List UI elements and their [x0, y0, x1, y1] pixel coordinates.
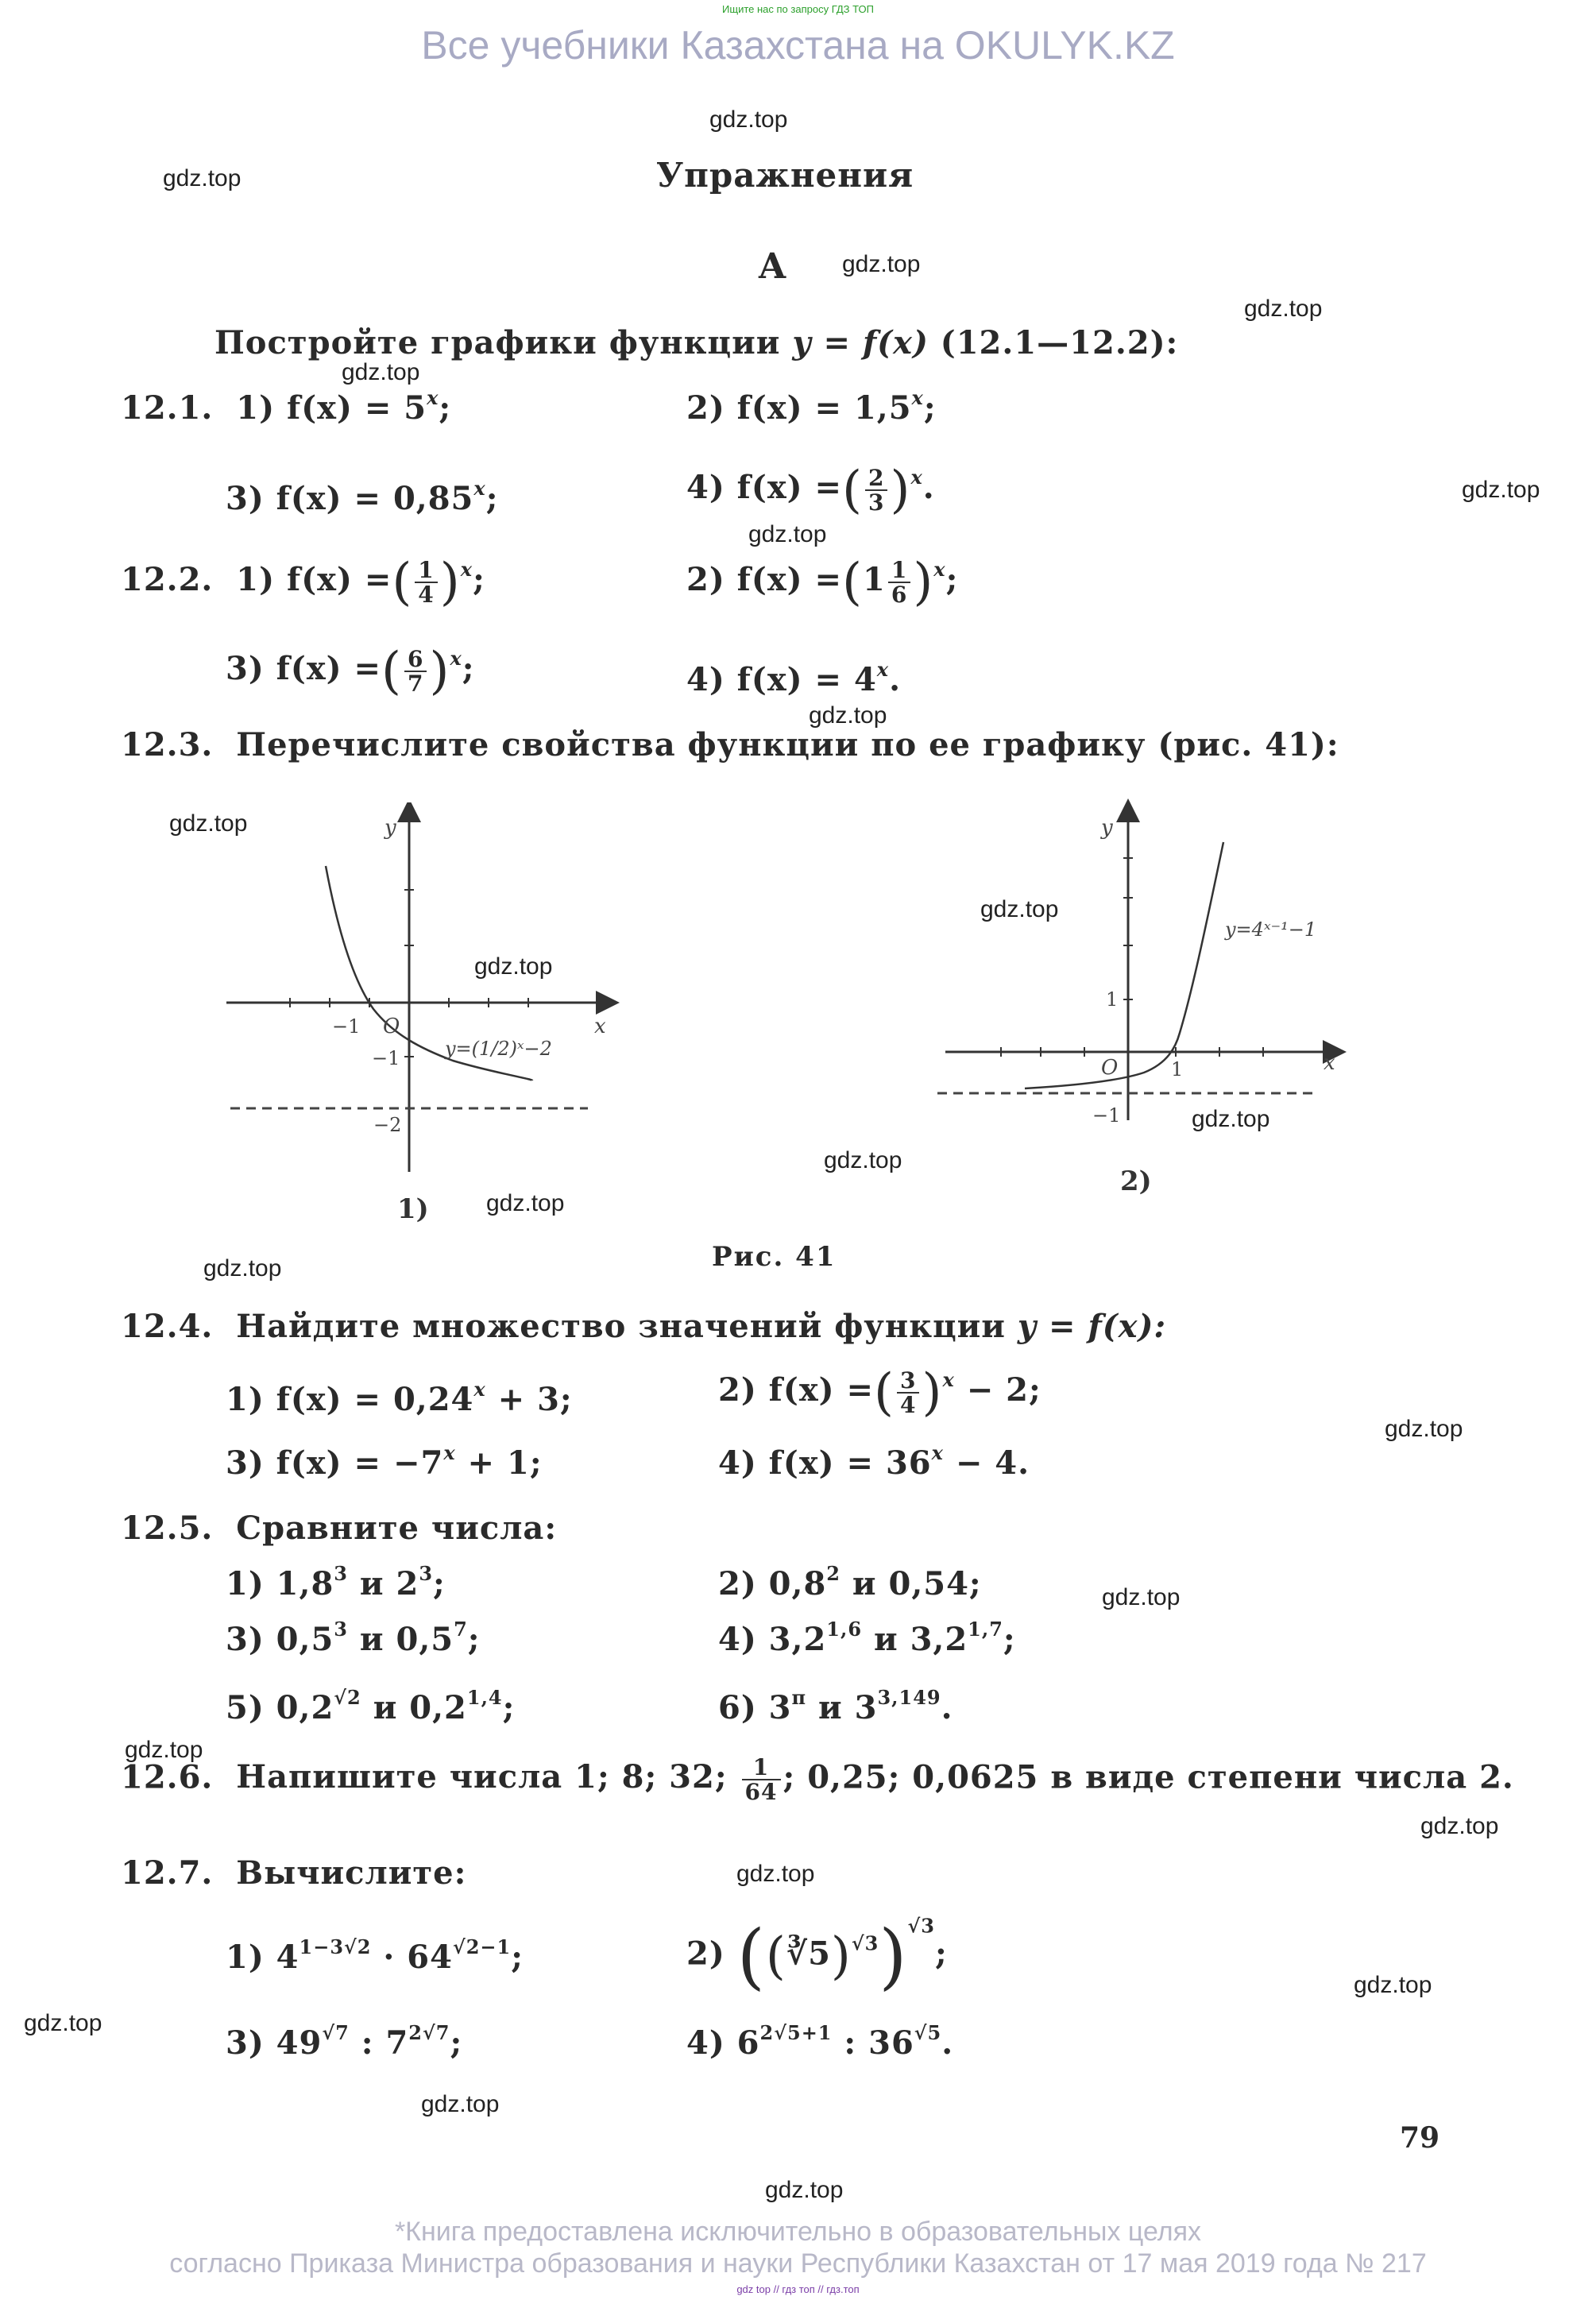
tick-label: −2 — [373, 1114, 402, 1136]
exercise-12-5: 12.5. Сравните числа: — [121, 1510, 558, 1547]
watermark: gdz.top — [203, 1255, 282, 1282]
origin-label: O — [383, 1015, 400, 1038]
watermark: gdz.top — [486, 1190, 565, 1216]
exercise-12-5-item6: 6) $3^\pi$ и 3$^{3,149}$. — [718, 1686, 953, 1726]
exercise-12-1-item2: 2) $f(x) = 1,5^x$; — [686, 386, 937, 427]
watermark: gdz.top — [24, 2010, 102, 2036]
exercise-12-7: 12.7. Вычислите: — [121, 1854, 467, 1892]
tick-label: −1 — [372, 1047, 400, 1069]
watermark: gdz.top — [1354, 1972, 1432, 1998]
exercise-12-7-item1: 1) $4^{1-3√2} \cdot 64^{√2-1}$; — [226, 1935, 524, 1976]
figure-41-graph-2 — [937, 794, 1366, 1208]
watermark: gdz.top — [421, 2091, 500, 2117]
watermark: gdz.top — [1192, 1106, 1270, 1132]
exercise-number: 12.1. — [121, 389, 214, 427]
watermark: gdz.top — [842, 251, 921, 277]
exercise-12-2-row1: 12.2. 1) f(x) =( $\frac{1}{4}$ )$^x$; — [121, 553, 485, 612]
exercise-12-6: 12.6. Напишите числа 1; 8; 32; $\frac{1}{64}$ ; 0,25; 0,0625 в виде степени числа 2. — [121, 1754, 1514, 1806]
exercise-12-5-item3: 3) $0,5^3$ и $0,5^7$; — [226, 1618, 481, 1658]
exercise-12-5-item2: 2) $0,8^2$ и 0,54; — [718, 1562, 982, 1602]
watermark: gdz.top — [765, 2177, 844, 2203]
exercise-number: 12.7. — [121, 1854, 214, 1892]
exercise-12-4-item4: 4) $f(x) = 36^x - 4$. — [718, 1441, 1030, 1482]
page-number: 79 — [1400, 2121, 1440, 2155]
exercise-12-3: 12.3. Перечислите свойства функции по ее графику (рис. 41): — [121, 726, 1339, 763]
exercise-number: 12.3. — [121, 726, 214, 763]
watermark: gdz.top — [748, 521, 827, 547]
footer-line-2: согласно Приказа Министра образования и науки Республики Казахстан от 17 мая 2019 года № 217 — [169, 2248, 1427, 2279]
watermark: gdz.top — [824, 1147, 902, 1173]
footer-small-links[interactable]: gdz top // гдз топ // гдз.топ — [736, 2283, 860, 2295]
watermark: gdz.top — [1244, 296, 1323, 322]
watermark: gdz.top — [809, 702, 887, 729]
exercise-12-7-item3: 3) $49^{√7}$ : $7^{2√7}$; — [226, 2021, 463, 2062]
exercise-12-2-item2: 2) f(x) =(1 $\frac{1}{6}$ )$^x$; — [686, 553, 959, 612]
footer-line-1: *Книга предоставлена исключительно в образовательных целях — [394, 2217, 1202, 2247]
group-letter: A — [759, 246, 786, 287]
exercise-12-4: 12.4. Найдите множество значений функции y = f(x): — [121, 1308, 1167, 1345]
exercise-number: 12.5. — [121, 1510, 214, 1547]
section-title: Упражнения — [656, 156, 914, 195]
watermark: gdz.top — [474, 953, 553, 980]
figure-caption: Рис. 41 — [712, 1241, 837, 1273]
exercise-12-5-item5: 5) $0,2^{√2}$ и 0,2$^{1,4}$; — [226, 1686, 516, 1726]
watermark: gdz.top — [709, 106, 788, 133]
exercise-12-1-row1: 12.1. 1) $f(x) = 5^x$; — [121, 386, 452, 427]
tick-label: −1 — [332, 1015, 361, 1038]
exercise-12-4-item3: 3) $f(x) = -7^x + 1$; — [226, 1441, 543, 1482]
graph-label: 2) — [1120, 1166, 1152, 1197]
exercise-number: 12.2. — [121, 561, 214, 598]
axis-x-label: x — [1324, 1051, 1335, 1075]
watermark: gdz.top — [1462, 477, 1540, 503]
axis-y-label: y — [385, 816, 396, 840]
tick-label: −1 — [1092, 1104, 1121, 1127]
watermark: gdz.top — [1385, 1416, 1463, 1442]
formula-label: y=4ˣ⁻¹−1 — [1225, 918, 1317, 941]
site-banner[interactable]: Все учебники Казахстана на OKULYK.KZ — [421, 23, 1175, 68]
exercise-12-4-item2: 2) f(x) =( $\frac{3}{4}$ )$^x$ − 2; — [718, 1363, 1041, 1422]
watermark: gdz.top — [980, 896, 1059, 922]
exercise-12-2-item3: 3) f(x) =( $\frac{6}{7}$ )$^x$; — [226, 642, 475, 701]
tick-label: 1 — [1171, 1058, 1184, 1080]
exercise-12-4-item1: 1) $f(x) = 0,24^x + 3$; — [226, 1378, 573, 1418]
exercise-number: 12.4. — [121, 1308, 214, 1345]
exercise-12-7-item4: 4) $6^{2√5+1}$ : $36^{√5}$. — [686, 2021, 954, 2062]
formula-label: y=(1/2)ˣ−2 — [445, 1038, 552, 1060]
axis-x-label: x — [594, 1015, 606, 1038]
exercise-12-1-item4: 4) f(x) =( $\frac{2}{3}$ )$^x$. — [686, 461, 935, 520]
watermark: gdz.top — [736, 1861, 815, 1887]
graph-label: 1) — [397, 1193, 429, 1225]
exercise-12-5-item1: 1) $1,8^3$ и $2^3$; — [226, 1562, 446, 1602]
exercise-12-7-item2: 2) ((∛5)$^{√3}$)$^{√3}$; — [686, 1914, 948, 1998]
watermark: gdz.top — [342, 359, 420, 385]
exercise-12-2-item4: 4) $f(x) = 4^x$. — [686, 658, 902, 698]
exercise-number: 12.6. — [121, 1758, 214, 1796]
exercise-12-1-item3: 3) $f(x) = 0,85^x$; — [226, 477, 499, 517]
top-search-hint[interactable]: Ищите нас по запросу ГДЗ ТОП — [722, 3, 874, 15]
tick-label: 1 — [1106, 988, 1119, 1011]
exercise-12-5-item4: 4) 3,2$^{1,6}$ и 3,2$^{1,7}$; — [718, 1618, 1016, 1658]
watermark: gdz.top — [163, 165, 242, 191]
watermark: gdz.top — [125, 1737, 203, 1763]
intro-line: Постройте графики функции y = f(x) (12.1—12.2): — [214, 324, 1179, 361]
watermark: gdz.top — [169, 810, 248, 837]
axis-y-label: y — [1101, 816, 1113, 840]
origin-label: O — [1101, 1056, 1119, 1080]
watermark: gdz.top — [1102, 1584, 1181, 1610]
watermark: gdz.top — [1420, 1813, 1499, 1839]
figure-41-graph-1 — [214, 802, 628, 1247]
